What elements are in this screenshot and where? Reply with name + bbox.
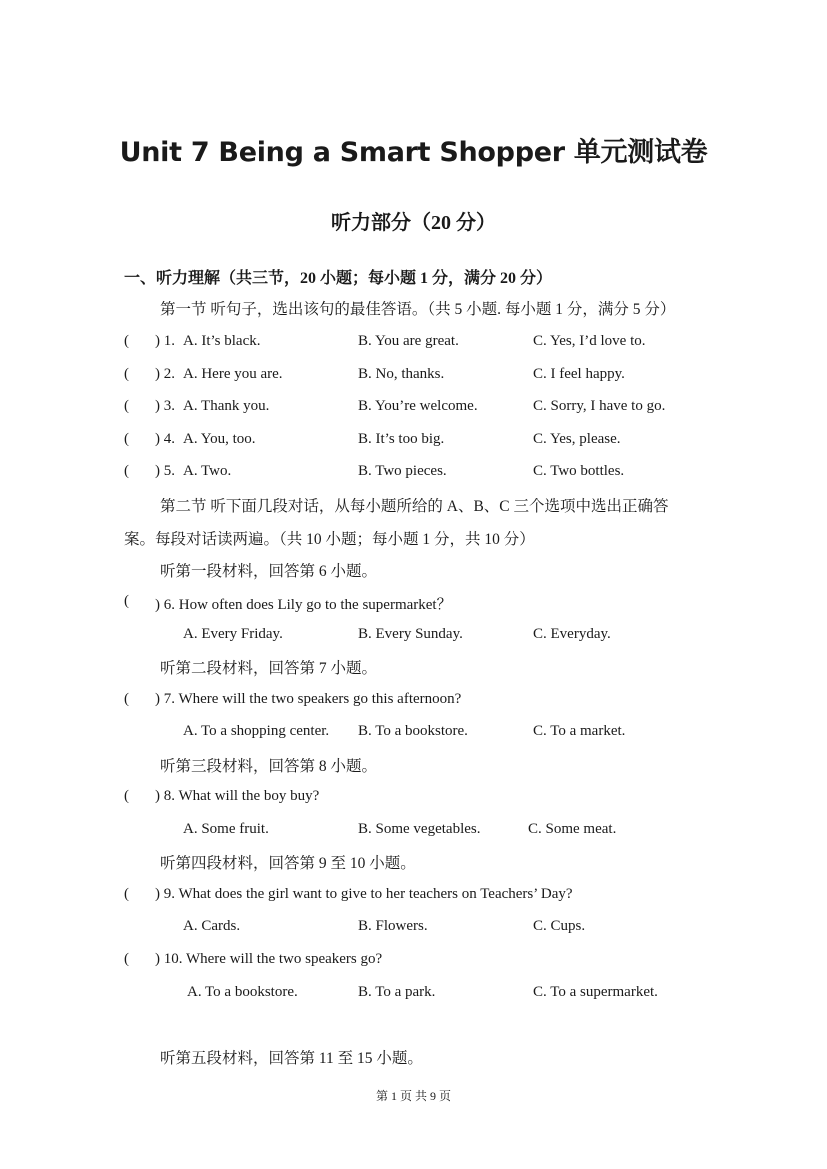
option-c: C. Everyday.: [533, 626, 611, 642]
question-stem: ) 9. What does the girl want to give to her teachers on Teachers’ Day?: [155, 886, 573, 902]
answer-paren[interactable]: (: [124, 691, 129, 707]
option-c: C. Some meat.: [528, 821, 617, 837]
option-a: A. Every Friday.: [183, 626, 283, 642]
option-a: A. You, too.: [183, 431, 256, 447]
answer-paren[interactable]: (: [124, 431, 129, 447]
question-stem: ) 10. Where will the two speakers go?: [155, 951, 383, 967]
question-number: ) 1.: [155, 333, 175, 349]
option-b: B. It’s too big.: [358, 431, 445, 447]
question-stem: ) 7. Where will the two speakers go this afternoon?: [155, 691, 462, 707]
option-b: B. Every Sunday.: [358, 626, 463, 642]
question-number: ) 5.: [155, 463, 175, 479]
page-title: Unit 7 Being a Smart Shopper 单元测试卷: [119, 137, 708, 168]
option-a: A. Two.: [183, 463, 232, 479]
option-b: B. To a park.: [358, 984, 436, 1000]
option-c: C. To a market.: [533, 723, 626, 739]
part2-instruction-line1: 第二节 听下面几段对话，从每小题所给的 A、B、C 三个选项中选出正确答: [160, 498, 669, 515]
answer-paren[interactable]: (: [124, 463, 129, 479]
option-b: B. Some vegetables.: [358, 821, 481, 837]
option-c: C. Yes, please.: [533, 431, 621, 447]
option-b: B. You’re welcome.: [358, 398, 478, 414]
question-stem: ) 6. How often does Lily go to the supermarket？: [155, 597, 452, 613]
listening-group-label: 听第五段材料，回答第 11 至 15 小题。: [160, 1050, 423, 1067]
question-number: ) 2.: [155, 366, 175, 382]
option-c: C. I feel happy.: [533, 366, 625, 382]
section-subtitle: 听力部分（20 分）: [331, 212, 496, 234]
option-c: C. Yes, I’d love to.: [533, 333, 646, 349]
question-number: ) 4.: [155, 431, 175, 447]
answer-paren[interactable]: (: [124, 593, 129, 609]
answer-paren[interactable]: (: [124, 333, 129, 349]
option-b: B. To a bookstore.: [358, 723, 468, 739]
listening-group-label: 听第二段材料，回答第 7 小题。: [160, 660, 378, 677]
listening-group-label: 听第四段材料，回答第 9 至 10 小题。: [160, 855, 416, 872]
question-number: ) 3.: [155, 398, 175, 414]
option-c: C. Sorry, I have to go.: [533, 398, 666, 414]
option-b: B. Two pieces.: [358, 463, 447, 479]
option-a: A. Cards.: [183, 918, 241, 934]
answer-paren[interactable]: (: [124, 886, 129, 902]
listening-group-label: 听第一段材料，回答第 6 小题。: [160, 563, 378, 580]
question-stem: ) 8. What will the boy buy?: [155, 788, 320, 804]
option-a: A. To a shopping center.: [183, 723, 330, 739]
option-a: A. Some fruit.: [183, 821, 269, 837]
option-a: A. It’s black.: [183, 333, 261, 349]
option-b: B. Flowers.: [358, 918, 428, 934]
part2-instruction-line2: 案。每段对话读两遍。（共 10 小题；每小题 1 分，共 10 分）: [124, 531, 535, 548]
section-heading: 一、听力理解（共三节，20 小题；每小题 1 分，满分 20 分）: [124, 270, 553, 287]
page-footer: 第 1 页 共 9 页: [375, 1089, 451, 1103]
answer-paren[interactable]: (: [124, 366, 129, 382]
part1-instruction: 第一节 听句子，选出该句的最佳答语。（共 5 小题. 每小题 1 分，满分 5 分）: [160, 301, 676, 318]
option-a: A. To a bookstore.: [187, 984, 298, 1000]
answer-paren[interactable]: (: [124, 398, 129, 414]
option-b: B. No, thanks.: [358, 366, 445, 382]
option-c: C. Cups.: [533, 918, 586, 934]
option-c: C. Two bottles.: [533, 463, 625, 479]
listening-group-label: 听第三段材料，回答第 8 小题。: [160, 758, 378, 775]
answer-paren[interactable]: (: [124, 951, 129, 967]
option-b: B. You are great.: [358, 333, 459, 349]
option-a: A. Here you are.: [183, 366, 283, 382]
option-c: C. To a supermarket.: [533, 984, 658, 1000]
option-a: A. Thank you.: [183, 398, 270, 414]
answer-paren[interactable]: (: [124, 788, 129, 804]
